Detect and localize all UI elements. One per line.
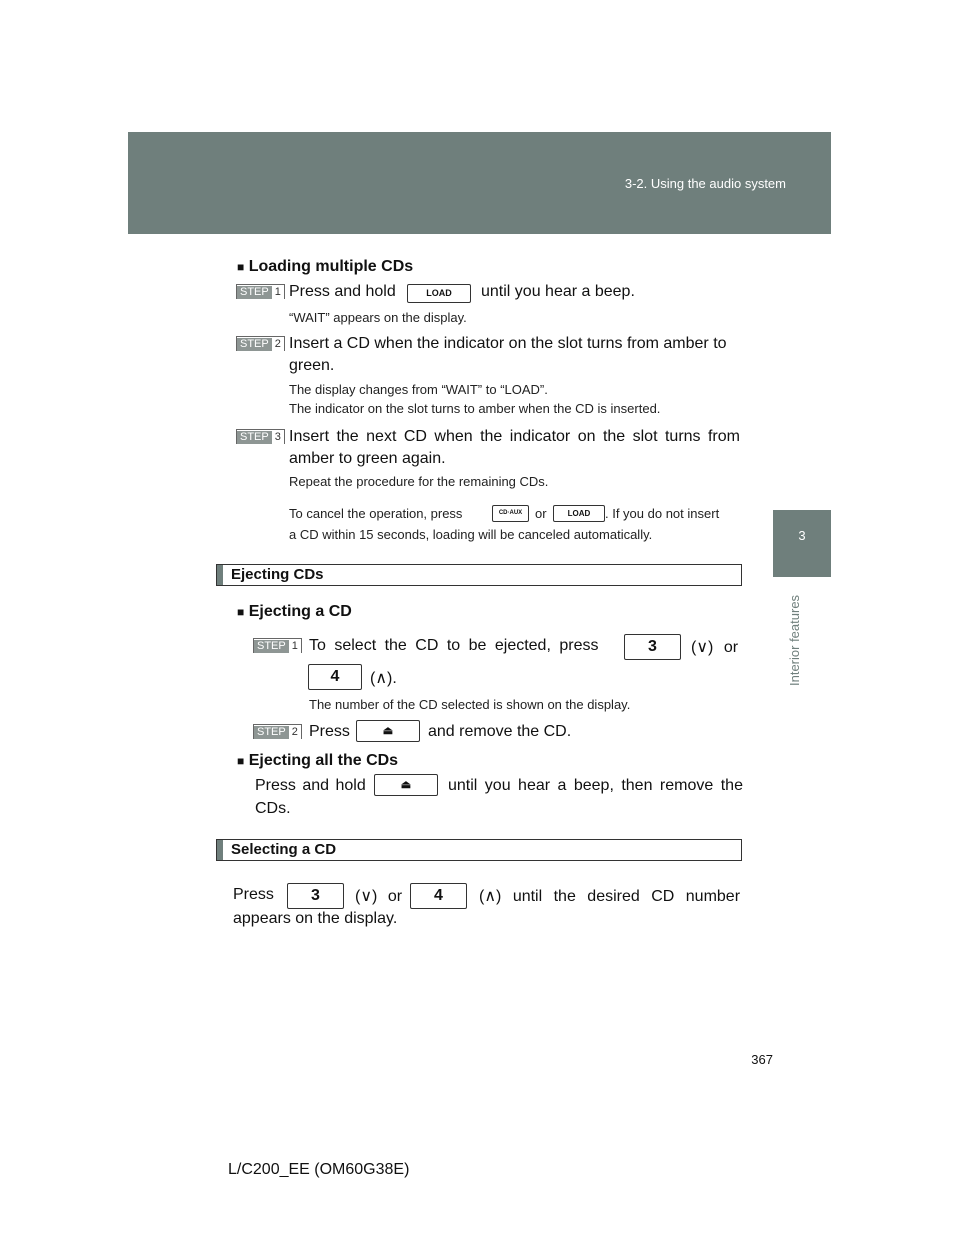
chapter-number: 3 (798, 528, 806, 543)
eject-step2-text-a: Press (309, 723, 350, 740)
loading-step3-note2a: To cancel the operation, press (289, 506, 463, 521)
eject-icon: ⏏ (374, 774, 438, 796)
disc-4-button: 4 (308, 664, 362, 690)
ejecting-one-heading: ■ Ejecting a CD (237, 603, 352, 620)
chapter-tab (773, 510, 831, 577)
loading-step3-line1: Insert the next CD when the indicator on the slot turns from (289, 428, 740, 445)
chapter-label: Interior features (787, 594, 802, 686)
loading-step3-note1: Repeat the procedure for the remaining CDs. (289, 474, 549, 489)
eject-step1-text-b: (∨) or (691, 639, 739, 656)
eject-icon: ⏏ (356, 720, 420, 742)
section-selecting: Selecting a CD (216, 839, 742, 861)
disc-3-button: 3 (287, 883, 344, 909)
step-badge-2: STEP 2 (236, 336, 285, 351)
eject-step1-text-a: To select the CD to be ejected, press (309, 637, 599, 654)
step-badge-1: STEP 1 (236, 284, 285, 299)
document-code: L/C200_EE (OM60G38E) (228, 1161, 410, 1178)
ejecting-all-heading: ■ Ejecting all the CDs (237, 752, 399, 769)
select-text-a: Press (233, 886, 274, 903)
select-text-d: appears on the display. (233, 910, 398, 927)
eject-step1-note: The number of the CD selected is shown on the display. (309, 697, 631, 712)
header-band (128, 132, 831, 234)
loading-step3-or: or (535, 506, 547, 521)
loading-step2-note1: The display changes from “WAIT” to “LOAD”. (289, 382, 548, 397)
load-button-small: LOAD (553, 505, 605, 522)
step-badge-3: STEP 3 (236, 429, 285, 444)
loading-step2-note2: The indicator on the slot turns to amber when the CD is inserted. (289, 401, 661, 416)
bullet-icon: ■ (237, 754, 245, 768)
eject-step-badge-2: STEP 2 (253, 724, 302, 739)
select-text-c: (∧) until the desired CD number (479, 888, 741, 905)
loading-step3-note2b: . If you do not insert (605, 506, 720, 521)
bullet-icon: ■ (237, 605, 245, 619)
loading-step3-line2: amber to green again. (289, 450, 446, 467)
eject-step1-text-c: (∧). (370, 670, 397, 687)
loading-step1-text-a: Press and hold (289, 283, 396, 300)
breadcrumb: 3-2. Using the audio system (624, 176, 786, 191)
disc-4-button: 4 (410, 883, 467, 909)
eject-step-badge-1: STEP 1 (253, 638, 302, 653)
loading-step1-note: “WAIT” appears on the display. (289, 310, 467, 325)
eject-all-text-a: Press and hold (255, 777, 366, 794)
section-ejecting: Ejecting CDs (216, 564, 742, 586)
page-number: 367 (751, 1052, 773, 1067)
loading-heading: ■ Loading multiple CDs (237, 258, 414, 275)
loading-step3-note3: a CD within 15 seconds, loading will be canceled automatically. (289, 527, 653, 542)
eject-all-text-c: CDs. (255, 800, 291, 817)
cd-aux-button: CD·AUX (492, 505, 529, 522)
eject-step2-text-b: and remove the CD. (428, 723, 572, 740)
loading-step2-line2: green. (289, 357, 335, 374)
loading-step2-line1: Insert a CD when the indicator on the slot turns from amber to (289, 335, 727, 352)
load-button: LOAD (407, 284, 471, 303)
select-text-b: (∨) or (355, 888, 403, 905)
bullet-icon: ■ (237, 260, 245, 274)
disc-3-button: 3 (624, 634, 681, 660)
loading-step1-text-b: until you hear a beep. (481, 283, 635, 300)
eject-all-text-b: until you hear a beep, then remove the (448, 777, 743, 794)
